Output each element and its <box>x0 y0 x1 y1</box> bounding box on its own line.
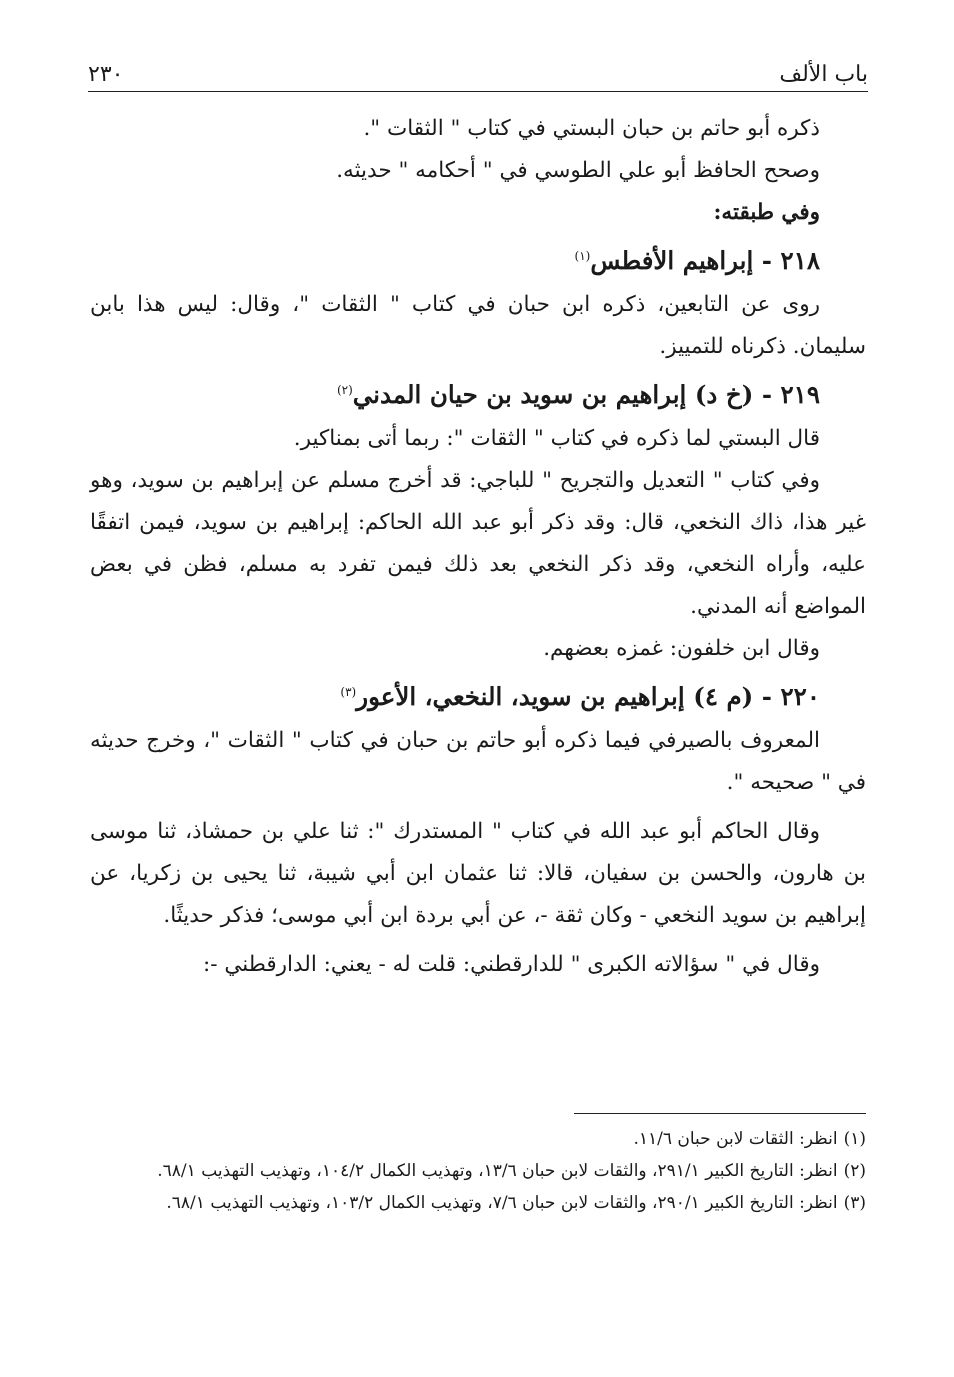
footnote-number: (١) <box>843 1129 866 1149</box>
footnote-ref: (١) <box>574 248 591 263</box>
paragraph: وقال الحاكم أبو عبد الله في كتاب " المستدرك ": ثنا علي بن حمشاذ، ثنا موسى بن هارون، والحسن بن سفيان، قالا: ثنا عثمان ابن أبي شيبة، ثنا يحيى بن زكريا، عن إبراهيم بن سويد النخعي - وكان ثقة -، عن أبي بردة ابن أبي موسى؛ فذكر حديثًا. <box>90 819 866 928</box>
entry-title: ٢٢٠ - (م ٤) إبراهيم بن سويد، النخعي، الأعور <box>356 682 820 711</box>
footnote-ref: (٣) <box>340 684 357 699</box>
entry-heading-218 <box>90 240 866 282</box>
footnote <box>96 1188 866 1219</box>
paragraph: وقال ابن خلفون: غمزه بعضهم. <box>543 636 820 661</box>
chapter-title: باب الألف <box>779 62 868 87</box>
footnote-text: انظر: الثقات لابن حبان ١١/٦. <box>633 1129 838 1149</box>
page-number: ٢٣٠ <box>88 62 124 87</box>
paragraph: وصحح الحافظ أبو علي الطوسي في " أحكامه " حديثه. <box>336 158 820 183</box>
footnote-separator <box>574 1113 866 1114</box>
footnote-ref: (٢) <box>336 382 353 397</box>
footnote-text: انظر: التاريخ الكبير ٢٩٠/١، والثقات لابن حبان ٧/٦، وتهذيب الكمال ١٠٣/٢، وتهذيب التهذيب ٦٨/١. <box>166 1193 838 1213</box>
entry-title: ٢١٨ - إبراهيم الأفطس <box>590 246 820 275</box>
main-text <box>90 108 866 986</box>
paragraph: وفي كتاب " التعديل والتجريح " للباجي: قد أخرج مسلم عن إبراهيم بن سويد، وهو غير هذا، ذاك النخعي، قال: وقد ذكر أبو عبد الله الحاكم: إبراهيم بن سويد، فيمن اتفقًا عليه، وأراه النخعي، وقد ذكر النخعي بعد ذلك فيمن تفرد به مسلم، فظن في بعض المواضع أنه المدني. <box>90 468 866 619</box>
footnote-number: (٢) <box>843 1161 866 1181</box>
entry-heading-220 <box>90 676 866 718</box>
running-header <box>88 52 868 92</box>
entry-heading-219 <box>90 374 866 416</box>
footnote-number: (٣) <box>843 1193 866 1213</box>
paragraph: قال البستي لما ذكره في كتاب " الثقات ": ربما أتى بمناكير. <box>293 426 820 451</box>
footnote <box>96 1156 866 1187</box>
footnote-text: انظر: التاريخ الكبير ٢٩١/١، والثقات لابن حبان ١٣/٦، وتهذيب الكمال ١٠٤/٢، وتهذيب التهذيب ٦٨/١. <box>157 1161 838 1181</box>
paragraph: روى عن التابعين، ذكره ابن حبان في كتاب " الثقات "، وقال: ليس هذا بابن سليمان. ذكرناه للتمييز. <box>90 292 866 359</box>
section-subheading: وفي طبقته: <box>713 200 820 225</box>
footnotes <box>96 1124 866 1220</box>
paragraph: ذكره أبو حاتم بن حبان البستي في كتاب " الثقات ". <box>363 116 820 141</box>
paragraph: وقال في " سؤالاته الكبرى " للدارقطني: قلت له - يعني: الدارقطني -: <box>203 952 820 977</box>
entry-title: ٢١٩ - (خ د) إبراهيم بن سويد بن حيان المدني <box>352 380 820 409</box>
footnote <box>96 1124 866 1155</box>
paragraph: المعروف بالصيرفي فيما ذكره أبو حاتم بن حبان في كتاب " الثقات "، وخرج حديثه في " صحيحه ". <box>90 728 866 795</box>
